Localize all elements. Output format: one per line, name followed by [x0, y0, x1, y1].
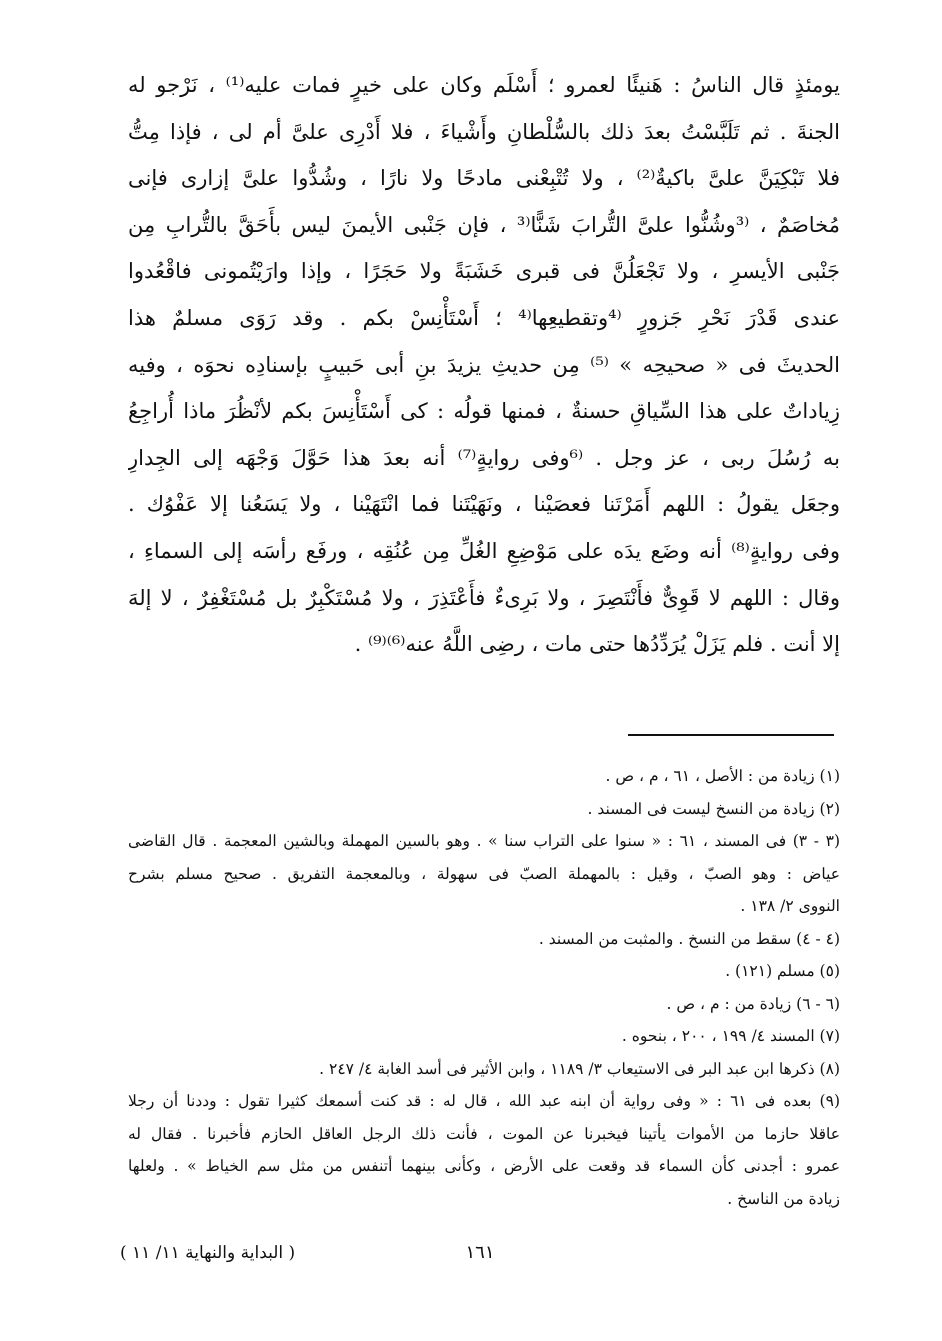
main-text-line: مُخاصَمٌ ، ⁽³وشُنُّوا علىَّ التُّرابَ شَنًّا⁽³ ، فإن جَنْبى الأيمنَ ليس بأَحَقَّ بالتُّرابِ مِن — [128, 212, 840, 237]
footnote-line: (٨) ذكرها ابن عبد البر فى الاستيعاب ٣/ ١١٨٩ ، وابن الأثير فى أسد الغابة ٤/ ٢٤٧ . — [319, 1059, 840, 1078]
footnote-line: (٦ - ٦) زيادة من : م ، ص . — [666, 994, 840, 1013]
main-text-line: الحديثَ فى « صحيحِه » ⁽⁵⁾ مِن حديثِ يزيدَ بنِ أبى حَبيبٍ بإسنادِه نحوَه ، وفيه — [128, 352, 840, 377]
footnote-line: عاقلا حازما من الأموات يأتينا فيخبرنا عن الموت ، فأنت ذلك الرجل العاقل الحازم فأخبرنا . فقال له — [128, 1124, 840, 1143]
main-text-line: وقال : اللهم لا قَوِىٌّ فأَنْتَصِرَ ، ولا بَرِىءٌ فأَعْتَذِرَ ، ولا مُسْتَكْبِرٌ بل مُسْتَغْفِرٌ ، لا إلهَ — [128, 585, 840, 610]
main-text-line: وفى روايةٍ⁽⁸⁾ أنه وضَع يدَه على مَوْضِعِ الغُلِّ مِن عُنُقِه ، ورفَع رأسَه إلى السماءِ ، — [128, 538, 840, 563]
footnote-line: النووى ٢/ ١٣٨ . — [740, 897, 840, 915]
footnote-line: (٧) المسند ٤/ ١٩٩ ، ٢٠٠ ، بنحوه . — [621, 1027, 840, 1045]
footnote-line: (١) زيادة من : الأصل ، ٦١ ، م ، ص . — [605, 767, 840, 785]
footnote-line: (٣ - ٣) فى المسند ، ٦١ : « سنوا على التراب سنا » . وهو بالسين المهملة وبالشين المعجمة . قال القاضى — [128, 832, 840, 850]
main-text-line: الجنةَ . ثم تَلَبَّسْتُ بعدَ ذلك بالسُّلْطانِ وأَشْياءَ ، فلا أَدْرِى علىَّ أم لى ، فإذا مِتُّ — [128, 119, 840, 144]
footnote-line: (٢) زيادة من النسخ ليست فى المسند . — [587, 799, 840, 818]
footnote-line: (٩) بعده فى ٦١ : « وفى رواية أن ابنه عبد الله ، قال له : قد كنت أسمعك كثيرا تقول : وددنا أن رجلا — [128, 1092, 840, 1110]
footnote-line: (٤ - ٤) سقط من النسخ . والمثبت من المسند . — [538, 929, 840, 948]
main-text-body — [128, 62, 840, 668]
main-text-line: عندى قَدْرَ نَحْرِ جَزورٍ ⁽⁴وتقطيعِها⁽⁴ ؛ أَسْتَأْنِسْ بكم . وقد رَوَى مسلمٌ هذا — [128, 305, 840, 330]
main-text-line: يومئذٍ قال الناسُ : هَنيئًا لعمرو ؛ أَسْلَم وكان على خيرٍ فمات عليه⁽¹⁾ ، نَرْجو له — [128, 73, 840, 97]
running-title: ( البداية والنهاية ١١/ ١١ ) — [120, 1243, 296, 1263]
main-text-line: به رُسُلَ ربى ، عز وجل . ⁽⁶وفى روايةٍ⁽⁷⁾ أنه بعدَ هذا حَوَّلَ وَجْهَه إلى الجِدارِ — [128, 445, 840, 470]
main-text-line: جَنْبى الأيسرِ ، ولا تَجْعَلُنَّ فى قبرى خَشَبَةً ولا حَجَرًا ، وإذا وارَيْتُمونى فاقْعُدوا — [128, 259, 840, 284]
footnote-line: عياض : وهو الصبّ ، وقيل : بالمهملة الصبّ فى سهولة ، وبالمعجمة التفريق . صحيح مسلم بشرح — [128, 864, 840, 883]
page-number: ١٦١ — [465, 1242, 495, 1263]
main-text-line: فلا تَبْكِيَنَّ علىَّ باكيةٌ⁽²⁾ ، ولا تُتْبِعْنى مادحًا ولا نارًا ، وشُدُّوا علىَّ إزارى فإنى — [128, 166, 840, 191]
footnote-line: عمرو : أجدنى كأن السماء قد وقعت على الأرض ، وكأنى بينهما أتنفس من مثل سم الخياط » . ولعلها — [128, 1157, 840, 1175]
footnotes-section — [128, 760, 840, 1215]
footnote-line: زيادة من الناسخ . — [727, 1189, 840, 1208]
main-text-line: زِياداتٌ على هذا السِّياقِ حسنةٌ ، فمنها قولُه : كى أَسْتَأْنِسَ بكم لأنْظُرَ ماذا أُراجِعُ — [128, 399, 840, 424]
main-text-line: إلا أنت . فلم يَزَلْ يُرَدِّدُها حتى مات ، رضِى اللَّهُ عنه⁽⁶⁾⁽⁹⁾ . — [354, 632, 840, 657]
footnote-line: (٥) مسلم (١٢١) . — [725, 962, 840, 980]
footnote-divider — [628, 734, 834, 736]
main-text-line: وجعَل يقولُ : اللهم أَمَرْتَنا فعصَيْنا ، ونَهَيْتَنا فما انْتَهَيْنا ، ولا يَسَعُنا إلا عَفْوُك . — [128, 492, 840, 517]
page-footer — [110, 1238, 850, 1268]
